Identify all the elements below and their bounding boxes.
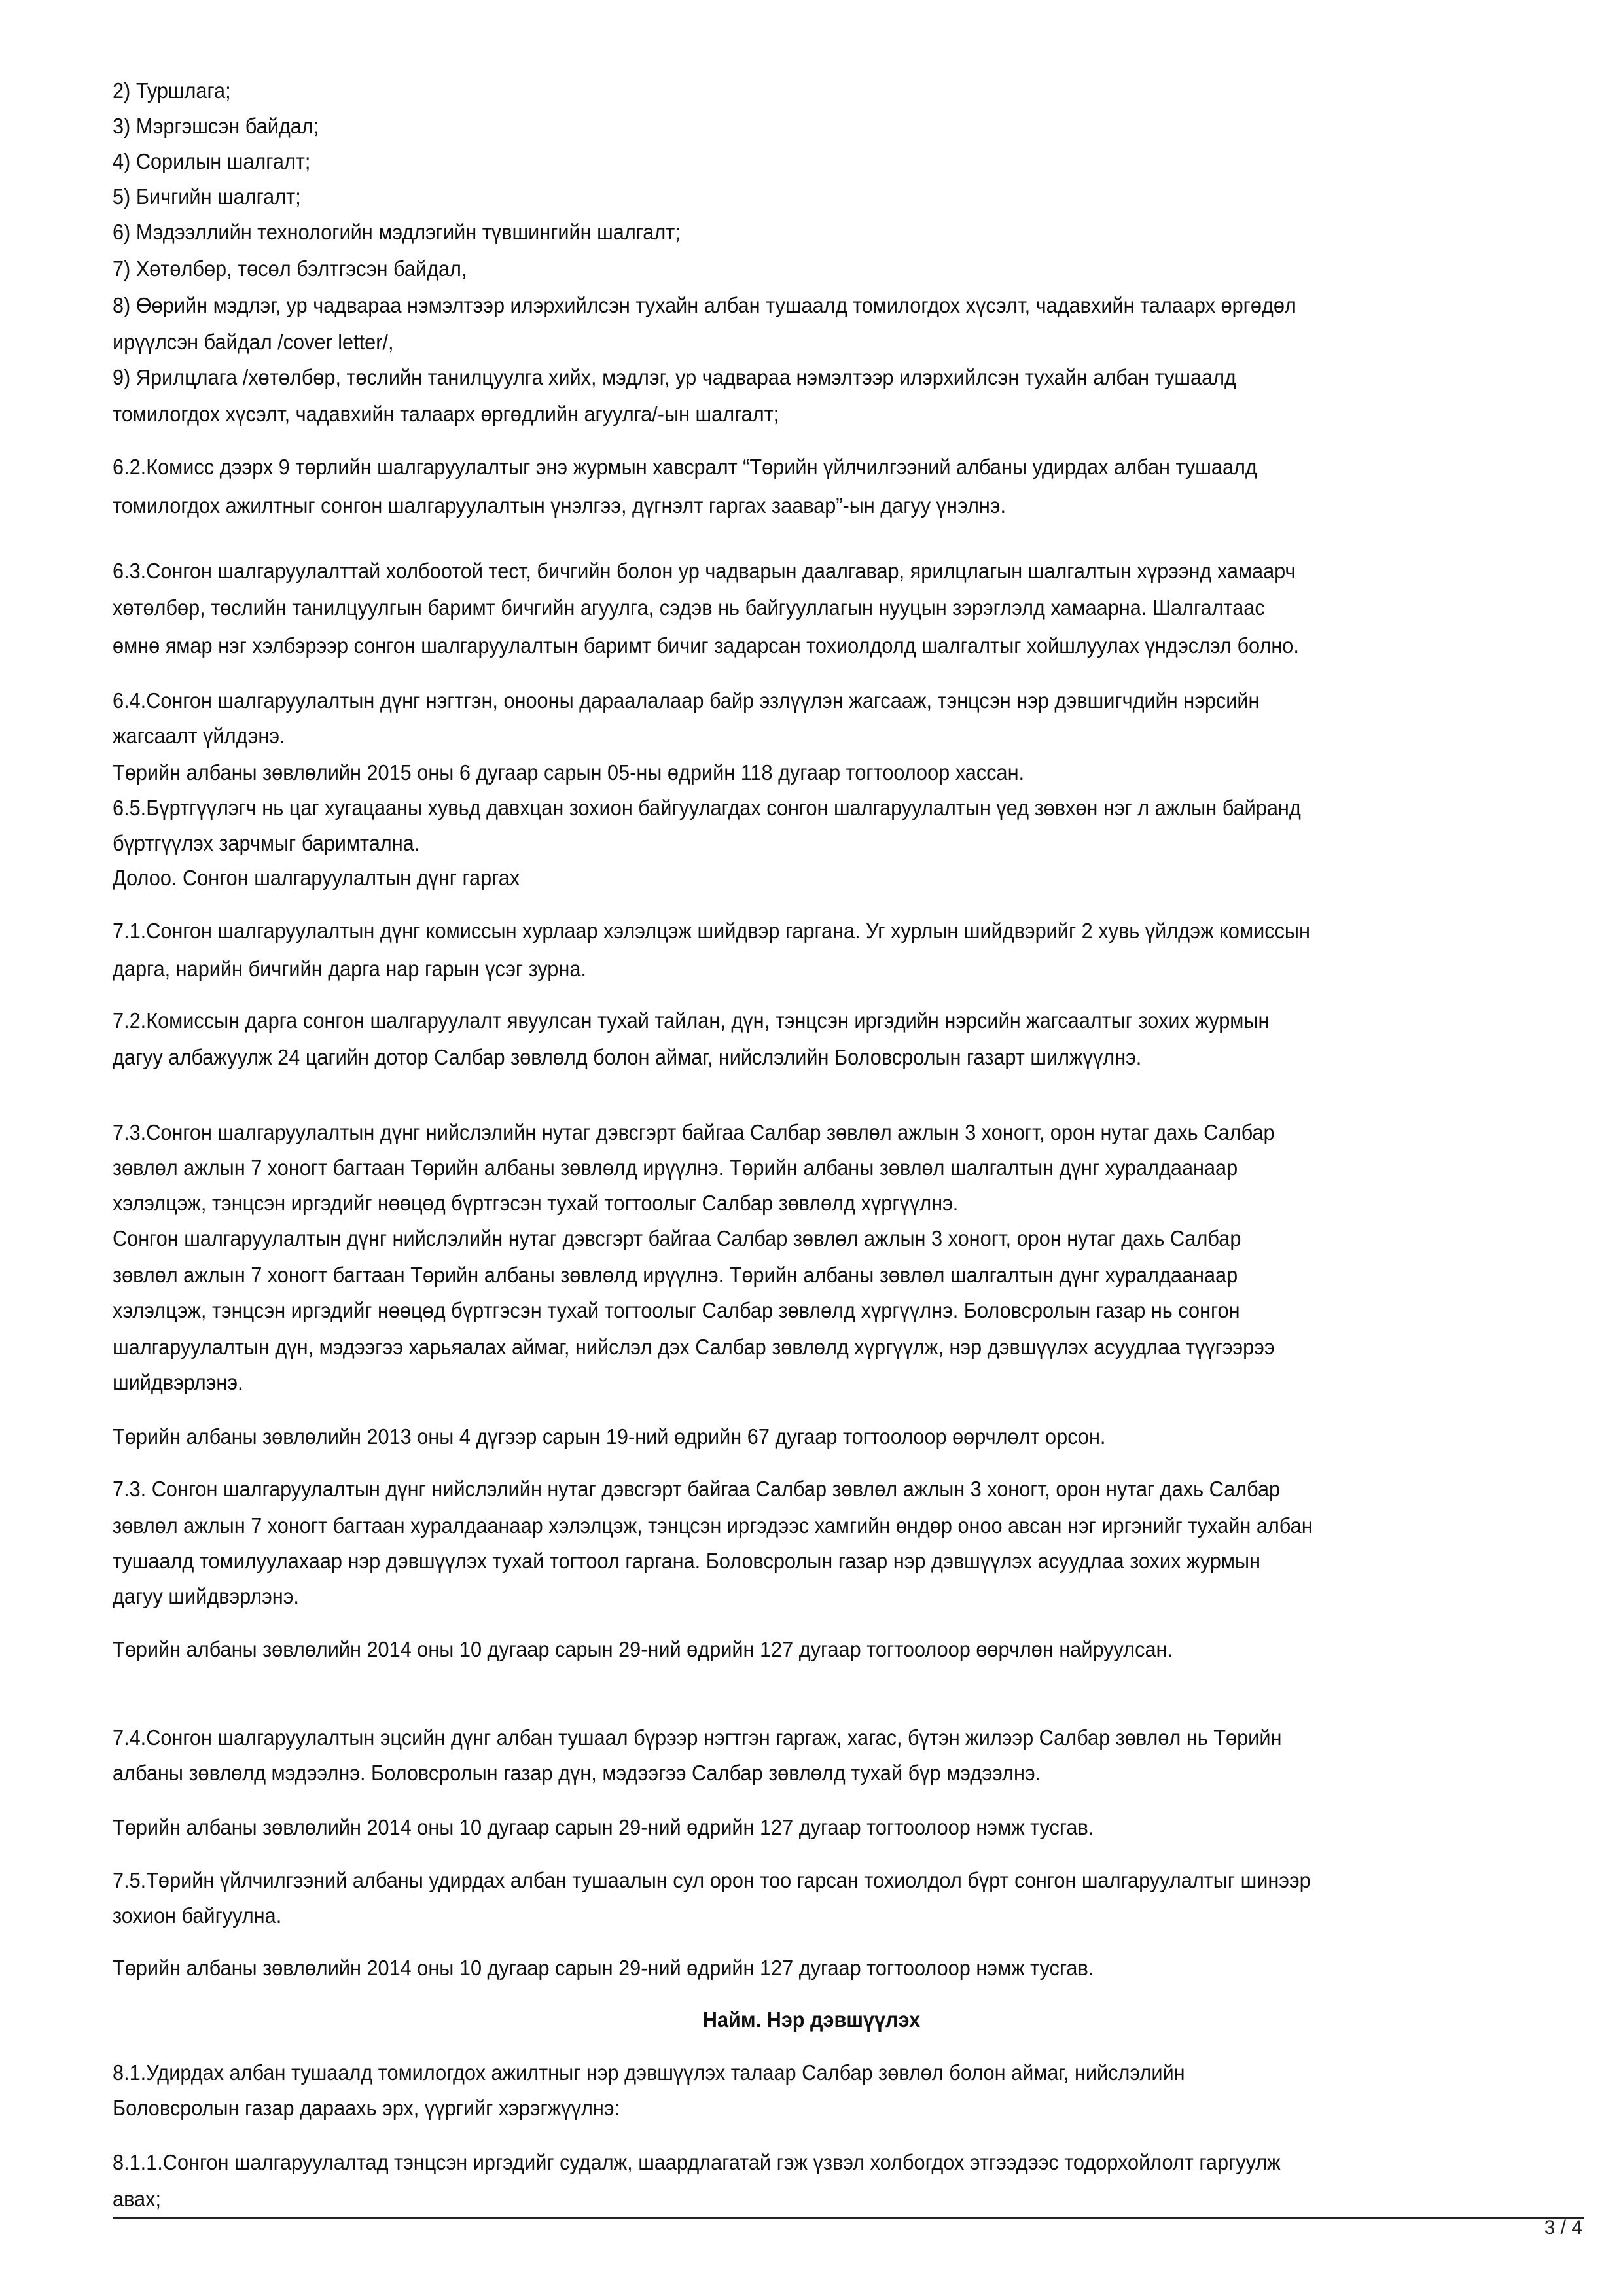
- paragraph-line: хэлэлцэж, тэнцсэн иргэдийг нөөцөд бүртгэсэн тухай тогтоолыг Салбар зөвлөлд хүргүүлнэ. Боловсролын газар нь сонгон: [113, 1298, 1240, 1322]
- paragraph-line: 7.1.Сонгон шалгаруулалтын дүнг комиссын хурлаар хэлэлцэж шийдвэр гаргана. Уг хурлын шийдвэрийг 2 хувь үйлдэж комиссын: [113, 919, 1310, 943]
- paragraph-line: 7.3. Сонгон шалгаруулалтын дүнг нийслэлийн нутаг дэвсгэрт байгаа Салбар зөвлөл ажлын 3 хоногт, орон нутаг дахь Салбар: [113, 1477, 1281, 1501]
- paragraph-line: зөвлөл ажлын 7 хоногт багтаан Төрийн албаны зөвлөлд ирүүлнэ. Төрийн албаны зөвлөл шалгалтын дүнг хуралдаанаар: [113, 1263, 1238, 1287]
- paragraph-line: 7.3.Сонгон шалгаруулалтын дүнг нийслэлийн нутаг дэвсгэрт байгаа Салбар зөвлөл ажлын 3 хоногт, орон нутаг дахь Салбар: [113, 1120, 1275, 1144]
- paragraph-line: тушаалд томилуулахаар нэр дэвшүүлэх тухай тогтоол гаргана. Боловсролын газар нэр дэвшүүлэх асуудлаа зохих журмын: [113, 1549, 1260, 1573]
- paragraph-line: 7.2.Комиссын дарга сонгон шалгаруулалт явуулсан тухай тайлан, дүн, тэнцсэн иргэдийн нэрсийн жагсаалтыг зохих журмын: [113, 1008, 1270, 1033]
- paragraph-line: 4) Сорилын шалгалт;: [113, 149, 311, 173]
- paragraph-line: бүртгүүлэх зарчмыг баримтална.: [113, 831, 420, 855]
- paragraph-line: шалгаруулалтын дүн, мэдээгээ харьяалах аймаг, нийслэл дэх Салбар зөвлөлд хүргүүлж, нэр дэвшүүлэх асуудлаа түүгээрээ: [113, 1335, 1275, 1359]
- paragraph-line: дагуу шийдвэрлэнэ.: [113, 1584, 299, 1608]
- paragraph-line: албаны зөвлөлд мэдээлнэ. Боловсролын газар дүн, мэдээгээ Салбар зөвлөлд тухай бүр мэдээлнэ.: [113, 1761, 1041, 1785]
- amendment-note: Төрийн албаны зөвлөлийн 2014 оны 10 дугаар сарын 29-ний өдрийн 127 дугаар тогтоолоор нэмж тусгав.: [113, 1956, 1094, 1980]
- section-heading: Найм. Нэр дэвшүүлэх: [702, 2007, 921, 2032]
- paragraph-line: 5) Бичгийн шалгалт;: [113, 185, 301, 209]
- paragraph-line: 6.4.Сонгон шалгаруулалтын дүнг нэгтгэн, онооны дараалалаар байр эзлүүлэн жагсааж, тэнцсэн нэр дэвшигчдийн нэрсийн: [113, 688, 1260, 713]
- paragraph-line: 7) Хөтөлбөр, төсөл бэлтгэсэн байдал,: [113, 256, 467, 281]
- paragraph-line: дагуу албажуулж 24 цагийн дотор Салбар зөвлөлд болон аймаг, нийслэлийн Боловсролын газарт шилжүүлнэ.: [113, 1045, 1142, 1069]
- footer-divider: [113, 2217, 1584, 2219]
- paragraph-line: 7.4.Сонгон шалгаруулалтын эцсийн дүнг албан тушаал бүрээр нэгтгэн гаргаж, хагас, бүтэн жилээр Салбар зөвлөл нь Төрийн: [113, 1725, 1282, 1750]
- paragraph-line: зохион байгуулна.: [113, 1903, 282, 1928]
- paragraph-line: 6.5.Бүртгүүлэгч нь цаг хугацааны хувьд давхцан зохион байгуулагдах сонгон шалгаруулалтын үед зөвхөн нэг л ажлын байранд: [113, 796, 1301, 820]
- paragraph-line: 6.2.Комисс дээрх 9 төрлийн шалгаруулалтыг энэ журмын хавсралт “Төрийн үйлчилгээний албаны удирдах албан тушаалд: [113, 455, 1257, 479]
- paragraph-line: 3) Мэргэшсэн байдал;: [113, 114, 319, 138]
- paragraph-line: 6.3.Сонгон шалгаруулалттай холбоотой тест, бичгийн болон ур чадварын даалгавар, ярилцлагын шалгалтын хүрээнд хамаарч: [113, 559, 1296, 583]
- paragraph-line: зөвлөл ажлын 7 хоногт багтаан Төрийн албаны зөвлөлд ирүүлнэ. Төрийн албаны зөвлөл шалгалтын дүнг хуралдаанаар: [113, 1156, 1238, 1180]
- paragraph-line: ирүүлсэн байдал /cover letter/,: [113, 330, 394, 354]
- amendment-note: Төрийн албаны зөвлөлийн 2013 оны 4 дүгээр сарын 19-ний өдрийн 67 дугаар тогтоолоор өөрчлөлт орсон.: [113, 1424, 1106, 1449]
- paragraph-line: хөтөлбөр, төслийн танилцуулгын баримт бичгийн агуулга, сэдэв нь байгууллагын нууцын зэрэглэлд хамаарна. Шалгалтаас: [113, 595, 1265, 620]
- paragraph-line: 6) Мэдээллийн технологийн мэдлэгийн түвшингийн шалгалт;: [113, 220, 681, 244]
- paragraph-line: Боловсролын газар дараахь эрх, үүргийг хэрэгжүүлнэ:: [113, 2096, 620, 2120]
- paragraph-line: өмнө ямар нэг хэлбэрээр сонгон шалгаруулалтын баримт бичиг задарсан тохиолдолд шалгалтыг хойшлуулах үндэслэл болно.: [113, 633, 1299, 658]
- paragraph-line: Сонгон шалгаруулалтын дүнг нийслэлийн нутаг дэвсгэрт байгаа Салбар зөвлөл ажлын 3 хоногт, орон нутаг дахь Салбар: [113, 1226, 1241, 1250]
- paragraph-line: шийдвэрлэнэ.: [113, 1370, 243, 1394]
- paragraph-line: 2) Туршлага;: [113, 79, 231, 103]
- section-heading-inline: Долоо. Сонгон шалгаруулалтын дүнг гаргах: [113, 866, 520, 890]
- paragraph-line: 8.1.Удирдах албан тушаалд томилогдох ажилтныг нэр дэвшүүлэх талаар Салбар зөвлөл болон аймаг, нийслэлийн: [113, 2060, 1185, 2085]
- paragraph-line: зөвлөл ажлын 7 хоногт багтаан хуралдаанаар хэлэлцэж, тэнцсэн иргэдээс хамгийн өндөр оноо авсан нэг иргэнийг тухайн албан: [113, 1513, 1313, 1538]
- amendment-note: Төрийн албаны зөвлөлийн 2014 оны 10 дугаар сарын 29-ний өдрийн 127 дугаар тогтоолоор өөрчлөн найруулсан.: [113, 1637, 1173, 1661]
- paragraph-line: жагсаалт үйлдэнэ.: [113, 724, 285, 748]
- paragraph-line: хэлэлцэж, тэнцсэн иргэдийг нөөцөд бүртгэсэн тухай тогтоолыг Салбар зөвлөлд хүргүүлнэ.: [113, 1191, 959, 1215]
- paragraph-line: 8) Өөрийн мэдлэг, ур чадвараа нэмэлтээр илэрхийлсэн тухайн албан тушаалд томилогдох хүсэлт, чадавхийн талаарх өргөдөл: [113, 293, 1296, 317]
- paragraph-line: томилогдох хүсэлт, чадавхийн талаарх өргөдлийн агуулга/-ын шалгалт;: [113, 402, 779, 426]
- paragraph-line: томилогдох ажилтныг сонгон шалгаруулалтын үнэлгээ, дүгнэлт гаргах заавар”-ын дагуу үнэлнэ.: [113, 493, 1006, 518]
- amendment-note: Төрийн албаны зөвлөлийн 2014 оны 10 дугаар сарын 29-ний өдрийн 127 дугаар тогтоолоор нэмж тусгав.: [113, 1815, 1094, 1839]
- paragraph-line: дарга, нарийн бичгийн дарга нар гарын үсэг зурна.: [113, 957, 586, 981]
- paragraph-line: 8.1.1.Сонгон шалгаруулалтад тэнцсэн иргэдийг судалж, шаардлагатай гэж үзвэл холбогдох этгээдээс тодорхойлолт гаргуулж: [113, 2150, 1281, 2174]
- paragraph-line: авах;: [113, 2187, 161, 2211]
- page-number: 3 / 4: [1544, 2217, 1582, 2238]
- amendment-note: Төрийн албаны зөвлөлийн 2015 оны 6 дугаар сарын 05-ны өдрийн 118 дугаар тогтоолоор хассан.: [113, 760, 1025, 785]
- paragraph-line: 7.5.Төрийн үйлчилгээний албаны удирдах албан тушаалын сул орон тоо гарсан тохиолдол бүрт сонгон шалгаруулалтыг шинээр: [113, 1868, 1311, 1892]
- paragraph-line: 9) Ярилцлага /хөтөлбөр, төслийн танилцуулга хийх, мэдлэг, ур чадвараа нэмэлтээр илэрхийлсэн тухайн албан тушаалд: [113, 365, 1236, 389]
